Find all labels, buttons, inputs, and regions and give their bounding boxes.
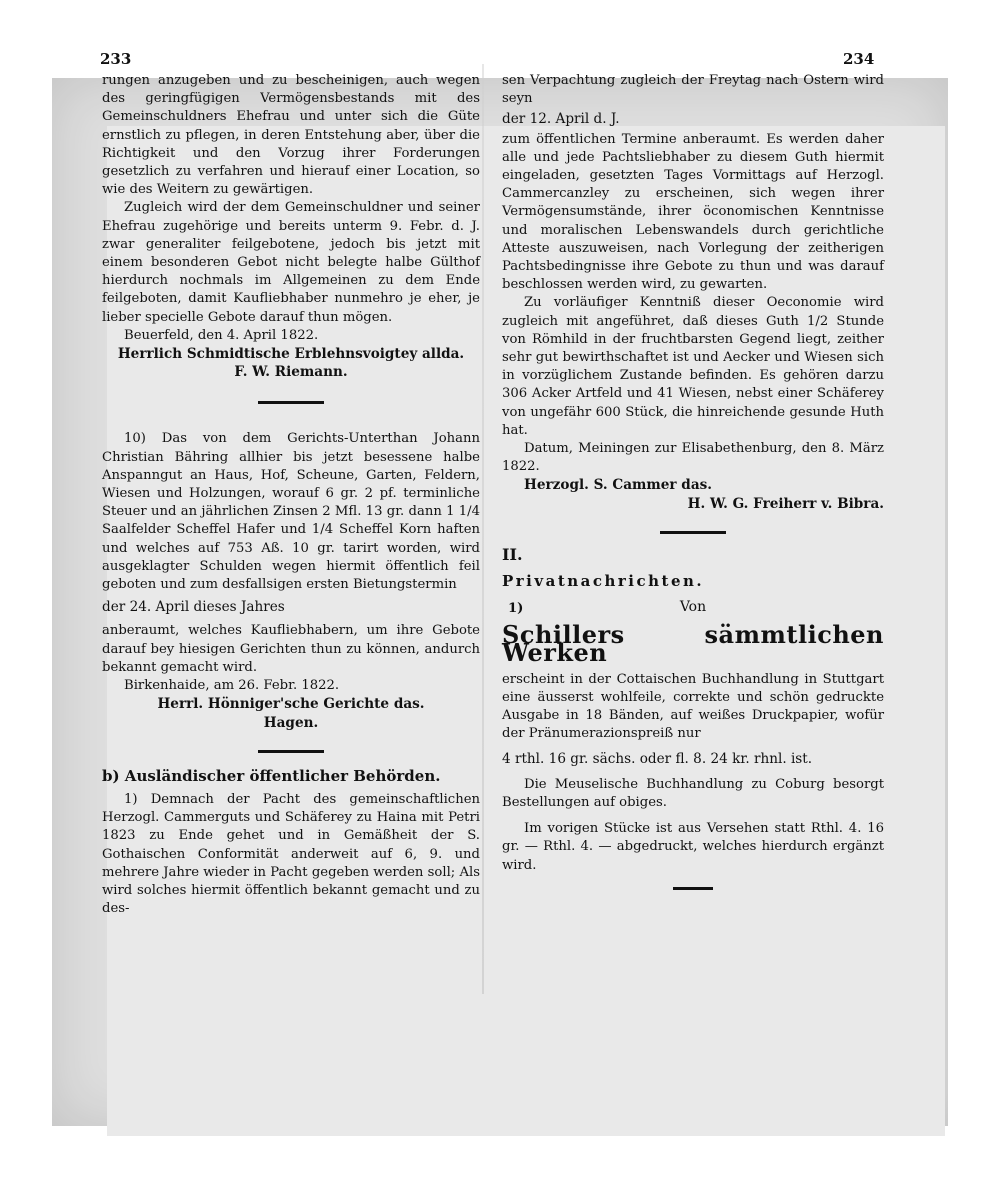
end-rule [673,887,713,890]
right-paragraph-edition: erscheint in der Cottaischen Buchhandlung in Stuttgart eine äusserst wohlfeile, correkte und schön gedruckte Ausgabe in 18 Bänden, auf weißes Druckpapier, wofür der Pränumerazionspreiß nur [502,671,884,742]
section-number: II. [502,544,523,564]
section-heading-b: b) Ausländischer öffentlicher Behörden. [102,766,441,785]
left-place-date-1: Beuerfeld, den 4. April 1822. [124,327,319,343]
right-paragraph-3: Zu vorläufiger Kenntniß dieser Oeconomie wird zugleich mit angeführet, daß dieses Guth 1/2 Stunde von Römhild in der fruchtbarsten Gegend liegt, zeither sehr gut bewirthschaftet ist und Aecker und Wiesen sich in vorzüglichem Zustande befinden. Es gehören darzu 306 Acker Artfeld und 41 Wiesen, nebst einer Schäferey von ungefähr 600 Stück, die hinreichende gesunde Huth hat. [502,295,884,438]
right-paragraph-coburg: Die Meuselische Buchhandlung zu Coburg besorgt Bestellungen auf obiges. [502,776,884,810]
divider-rule [660,531,726,534]
left-paragraph-5: anberaumt, welches Kaufliebhabern, um ihre Gebote darauf bey hiesigen Gerichten thun zu können, andurch bekannt gemacht wird. [102,623,480,675]
divider-rule [258,750,324,753]
right-column [502,72,884,902]
right-paragraph-1: sen Verpachtung zugleich der Freytag nach Ostern wird seyn [502,73,884,107]
left-paragraph-haina: 1) Demnach der Pacht des gemeinschaftlichen Herzogl. Cammerguts und Schäferey zu Haina mit Petri 1823 zu Ende gehet und in Gemäßheit der S. Gothaischen Conformität anderweit auf 6, 9. und mehrere Jahre wieder in Pacht gegeben werden soll; Als wird solches hiermit öffentlich bekannt gemacht und zu des- [102,791,480,917]
notice-von: Von [679,599,707,616]
page-number-left: 233 [100,50,132,68]
price-line: 4 rthl. 16 gr. sächs. oder fl. 8. 24 kr. rhnl. ist. [502,750,813,767]
right-signature-office: Herzogl. S. Cammer das. [524,477,713,494]
right-signature-name: H. W. G. Freiherr v. Bibra. [687,495,884,512]
notice-number: 1) [508,601,524,617]
notice-title: Schillers sämmtlichen Werken [502,620,884,668]
left-signature-office-1: Herrlich Schmidtische Erblehnsvoigtey allda. [117,346,465,363]
right-lease-date: der 12. April d. J. [502,111,620,128]
page-fold [482,64,484,994]
section-heading-private: Privatnachrichten. [502,572,705,591]
left-signature-name-1: F. W. Riemann. [234,364,348,381]
left-paragraph-2: Zugleich wird der dem Gemeinschuldner und seiner Ehefrau zugehörige und bereits unterm 9. Febr. d. J. zwar generaliter feilgebotene, jedoch bis jetzt mit einem besonderen Gebot nicht belegte halbe Gülthof hierdurch nochmals im Allgemeinen zu dem Ende feilgeboten, damit Kaufliebhaber nunmehro je eher, je lieber specielle Gebote darauf thun mögen. [102,200,480,325]
left-signature-office-2: Herrl. Hönniger'sche Gerichte das. [157,696,425,713]
left-signature-name-2: Hagen. [263,714,319,731]
notice-header-row [502,598,884,620]
left-paragraph-10: 10) Das von dem Gerichts-Unterthan Johann Christian Bähring allhier bis jetzt besessene halbe Anspanngut an Haus, Hof, Scheune, Garten, Feldern, Wiesen und Holzungen, worauf 6 gr. 2 pf. terminliche Steuer und an jährlichen Zinsen 2 Mfl. 13 gr. dann 1 1/4 Saalfelder Scheffel Hafer und 1/4 Scheffel Korn haften und welches auf 753 Aß. 10 gr. tarirt worden, wird ausgeklagter Schulden wegen hiermit öffentlich feil geboten und zum desfallsigen ersten Bietungstermin [102,431,480,593]
left-place-date-2: Birkenhaide, am 26. Febr. 1822. [124,678,340,694]
left-column [102,72,480,918]
divider-rule [258,401,324,404]
left-paragraph-1: rungen anzugeben und zu bescheinigen, auch wegen des geringfügigen Vermögensbestands mit des Gemeinschuldners Ehefrau und unter sich die Güte ernstlich zu pflegen, in deren Entstehung aber, über die Richtigkeit und den Vorzug ihrer Forderungen gesetzlich zu verfahren und hierauf einer Location, so wie des Weitern zu gewärtigen. [102,73,480,198]
right-place-date: Datum, Meiningen zur Elisabethenburg, den 8. März 1822. [502,441,884,475]
left-auction-date: der 24. April dieses Jahres [102,599,285,616]
page-number-right: 234 [843,50,875,68]
right-paragraph-correction: Im vorigen Stücke ist aus Versehen statt Rthl. 4. 16 gr. — Rthl. 4. — abgedruckt, welches hierdurch ergänzt wird. [502,821,884,873]
right-paragraph-2: zum öffentlichen Termine anberaumt. Es werden daher alle und jede Pachtsliebhaber zu diesem Guth hiermit eingeladen, gesetzten Tages Vormittags auf Herzogl. Cammercanzley zu erscheinen, sich wegen ihrer Vermögensumstände, ihrer öconomischen Kenntnisse und moralischen Lebenswandels durch gerichtliche Atteste auszuweisen, nach Vorlegung der zeitherigen Pachtsbedingnisse ihre Gebote zu thun und was darauf beschlossen werden wird, zu gewarten. [502,131,884,293]
